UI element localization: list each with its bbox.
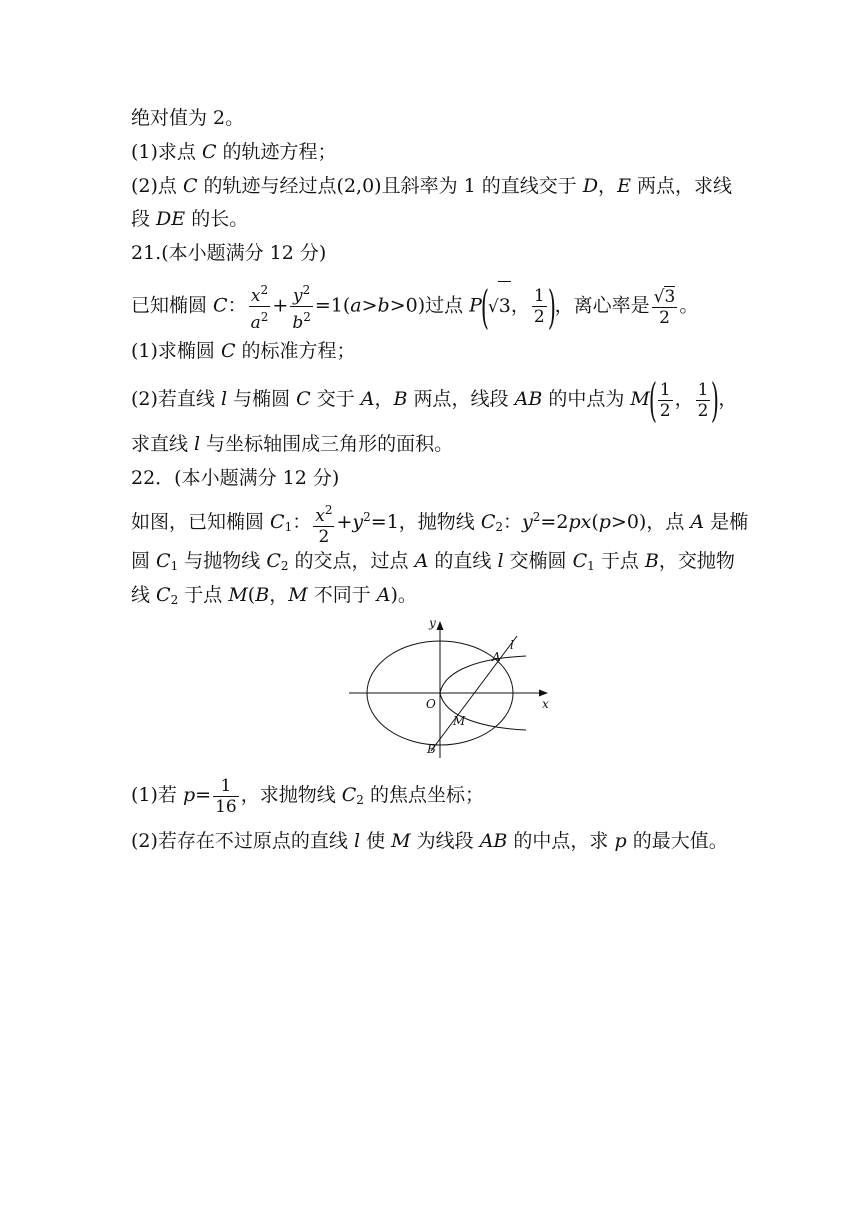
q21-part2-line1: (2)若直线 l 与椭圆 C 交于 A，B 两点，线段 AB 的中点为 M( $\frac{1}{2}$ ， $\frac{1}{2}$ )， — [131, 373, 738, 427]
fraction-x2-a2: $\frac{x^2}{a^2}$ — [249, 280, 271, 333]
point-m-label: M — [453, 714, 466, 728]
q21-part1: (1)求椭圆 C 的标准方程； — [131, 340, 356, 362]
y-axis-arrow — [437, 621, 444, 630]
q21-part2-line2: 求直线 l 与坐标轴围成三角形的面积。 — [131, 433, 454, 455]
x-axis-arrow — [539, 690, 548, 697]
fraction-x2-2: $\frac{x^2}{2}$ — [313, 500, 334, 547]
fraction-one-half: $\frac{1}{2}$ — [533, 286, 545, 327]
ellipse-parabola-figure — [345, 612, 560, 762]
fraction-y2-b2: $\frac{y^2}{b^2}$ — [290, 280, 313, 333]
q20-part2-line1: (2)点 C 的轨迹与经过点(2,0)且斜率为 1 的直线交于 D，E 两点，求线 — [131, 175, 732, 197]
q22-stem-line2: 圆 $C_1$ 与抛物线 $C_2$ 的交点，过点 A 的直线 l 交椭圆 $C_1$ 于点 B，交抛物 — [131, 550, 735, 573]
fraction-sqrt3-2: $\frac{√3}{2}$ — [653, 286, 676, 328]
q22-stem-line3: 线 $C_2$ 于点 M(B，M 不同于 A)。 — [131, 584, 417, 607]
fraction-1-16: $\frac{1}{16}$ — [215, 775, 237, 817]
y-axis-label: y — [429, 616, 436, 630]
line-l-label: l — [510, 638, 514, 652]
fraction-m-x: $\frac{1}{2}$ — [659, 379, 671, 421]
point-b-label: B — [427, 742, 436, 756]
q22-header: 22．(本小题满分 12 分) — [131, 467, 340, 489]
q20-line0: 绝对值为 2。 — [131, 107, 245, 129]
q20-part1: (1)求点 C 的轨迹方程； — [131, 141, 337, 163]
x-axis-label: x — [542, 697, 549, 711]
point-a-label: A — [492, 650, 501, 664]
q21-stem: 已知椭圆 C： $\frac{x^2}{a^2}$ + $\frac{y^2}{b^2}$ =1(a>b>0)过点 P(√3， $\frac{1}{2}$ )，离心率是 $\frac{√3}{2}$ 。 — [131, 279, 699, 334]
q21-header: 21.(本小题满分 12 分) — [131, 242, 327, 264]
origin-label: O — [426, 697, 436, 711]
q20-part2-line2: 段 DE 的长。 — [131, 208, 249, 230]
q22-stem-line1: 如图，已知椭圆 $C_1$： $\frac{x^2}{2}$ $+y^2=1$，抛物线 $C_2$：$y^2=2px(p>0)$，点 A 是椭 — [131, 493, 748, 551]
q22-part1: (1)若 p= $\frac{1}{16}$ ，求抛物线 $C_2$ 的焦点坐标； — [131, 775, 484, 817]
fraction-m-y: $\frac{1}{2}$ — [697, 379, 709, 421]
q22-part2: (2)若存在不过原点的直线 l 使 M 为线段 AB 的中点，求 p 的最大值。 — [131, 830, 728, 852]
